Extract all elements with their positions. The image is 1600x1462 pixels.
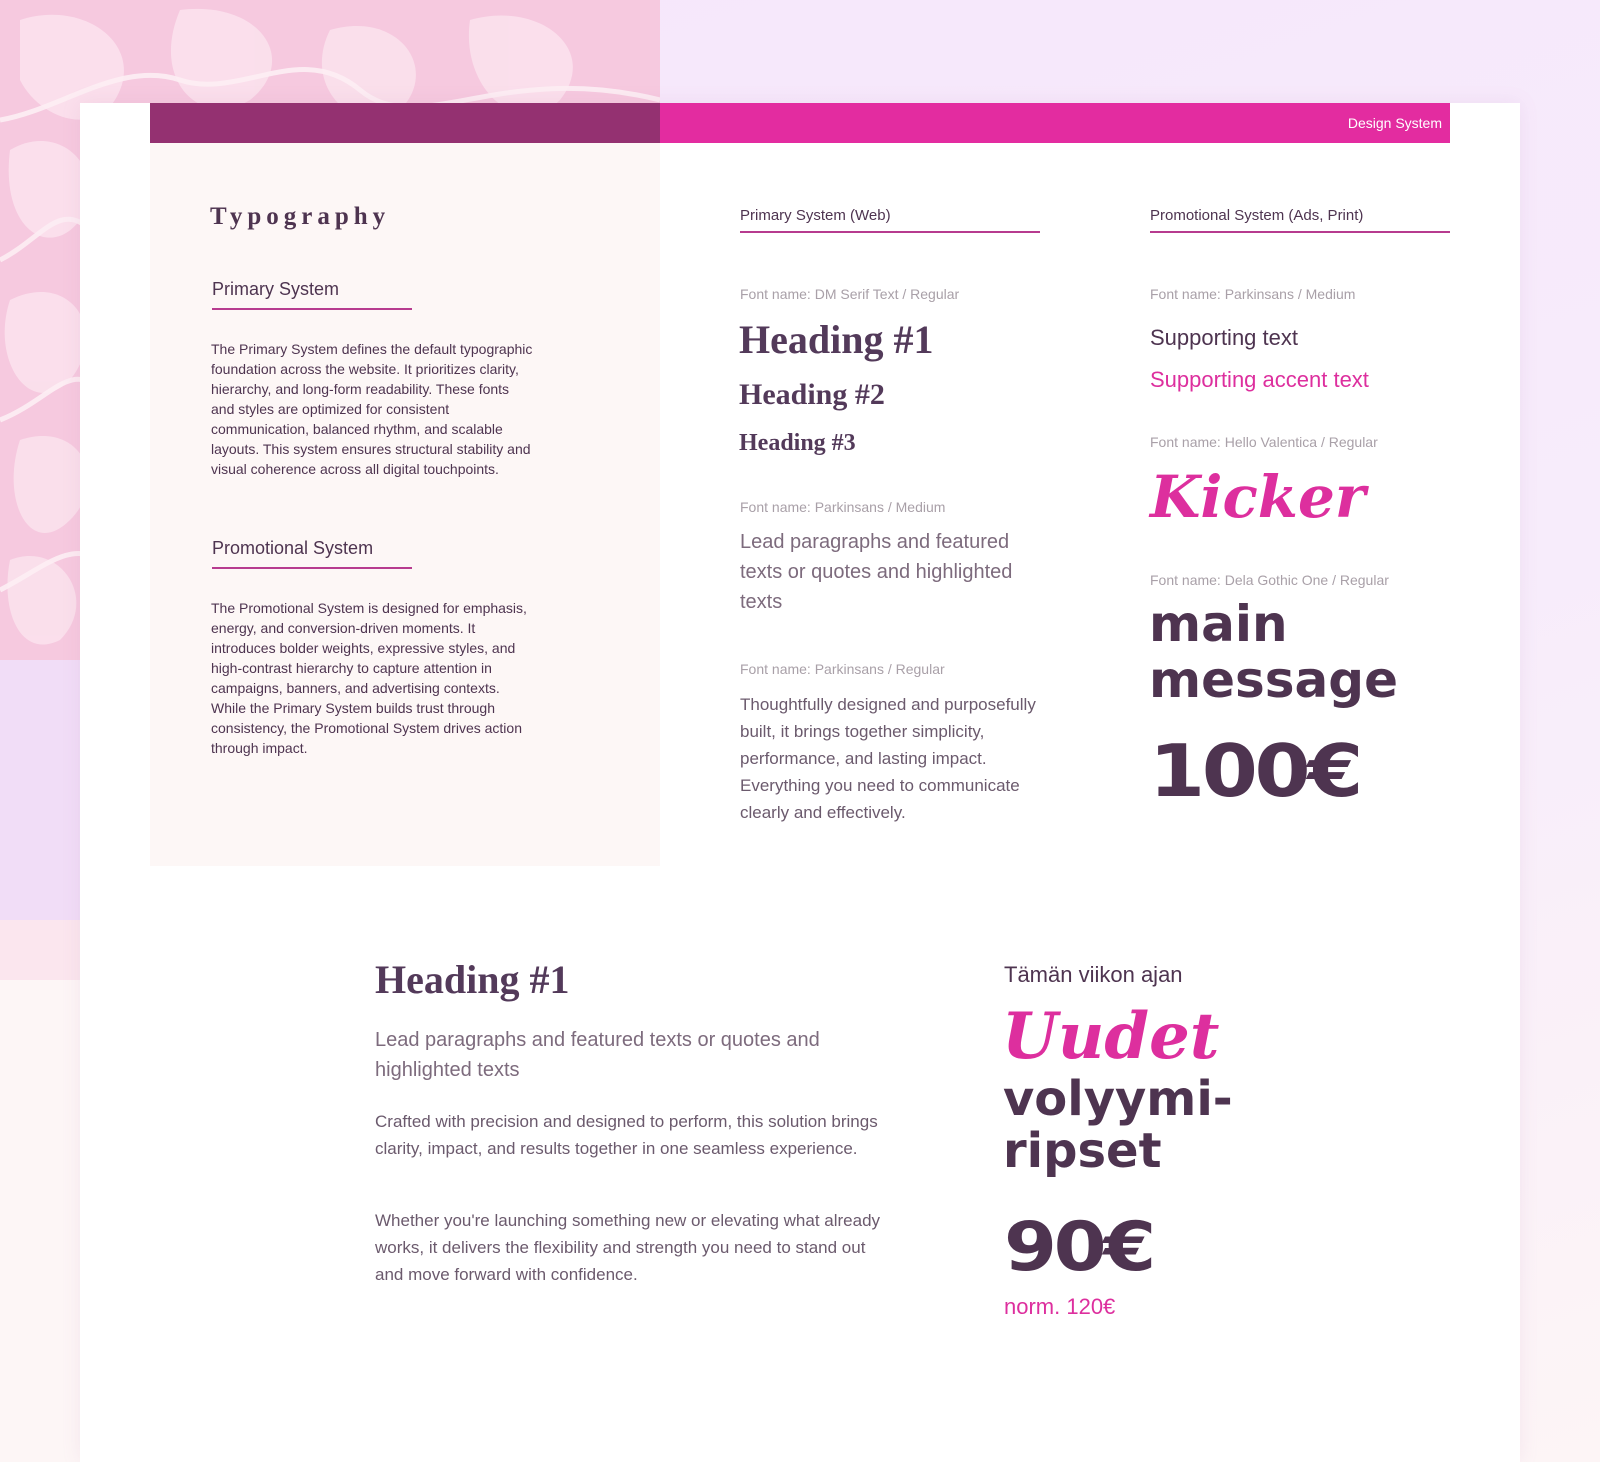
example-lead: Lead paragraphs and featured texts or quotes and highlighted texts	[375, 1029, 820, 1081]
ad-main-line-1: volyymi-	[1003, 1071, 1233, 1127]
font-label-medium: Font name: Parkinsans / Medium	[1150, 286, 1356, 302]
heading-2-sample: Heading #2	[739, 378, 885, 411]
body-text-sample: Thoughtfully designed and purposefully built, it brings together simplicity, performance, and lasting impact. Everything you need to communicate clearly and effectively.	[740, 695, 1036, 822]
background-band	[0, 920, 80, 980]
ad-normal-price: norm. 120€	[1004, 1294, 1116, 1319]
font-label-medium: Font name: Parkinsans / Medium	[740, 499, 946, 515]
web-column-heading: Primary System (Web)	[740, 207, 1040, 233]
background-band	[0, 660, 80, 920]
example-paragraph-2: Whether you're launching something new or elevating what already works, it delivers the flexibility and strength you need to stand out and move forward with confidence.	[375, 1211, 881, 1284]
price-sample: 100€	[1149, 729, 1360, 813]
ad-kicker: Uudet	[1002, 999, 1220, 1074]
header-bar-accent	[150, 103, 660, 143]
design-system-card	[80, 103, 1520, 1462]
heading-3-sample: Heading #3	[739, 430, 856, 456]
promo-column-heading: Promotional System (Ads, Print)	[1150, 207, 1450, 233]
heading-1-sample: Heading #1	[739, 317, 934, 362]
header-label: Design System	[1347, 115, 1442, 131]
example-paragraph-1: Crafted with precision and designed to perform, this solution brings clarity, impact, and results together in one seamless experience.	[375, 1112, 878, 1158]
font-label-script: Font name: Hello Valentica / Regular	[1150, 434, 1378, 450]
promotional-system-description: The Promotional System is designed for emphasis, energy, and conversion-driven moments. It introduces bolder weights, expressive styles, and high-contrast hierarchy to capture attention in campaigns, banners, and advertising contexts. While the Primary System builds trust through consistency, the Promotional System drives action through impact.	[211, 600, 527, 756]
font-label-display: Font name: Dela Gothic One / Regular	[1150, 572, 1389, 588]
primary-system-description: The Primary System defines the default typographic foundation across the website. It prioritizes clarity, hierarchy, and long-form readability. These fonts and styles are optimized for consistent communication, balanced rhythm, and scalable layouts. This system ensures structural stability and visual coherence across all digital touchpoints.	[211, 341, 533, 477]
supporting-accent-sample: Supporting accent text	[1150, 367, 1369, 392]
primary-system-heading: Primary System	[212, 279, 412, 310]
background-band	[0, 980, 80, 1462]
font-label-regular: Font name: Parkinsans / Regular	[740, 661, 945, 677]
ad-supporting-text: Tämän viikon ajan	[1004, 962, 1183, 987]
example-heading: Heading #1	[375, 957, 570, 1002]
font-label-serif: Font name: DM Serif Text / Regular	[740, 286, 960, 302]
main-message-line-2: message	[1149, 651, 1398, 709]
main-message-line-1: main	[1149, 595, 1288, 653]
ad-price: 90€	[1004, 1208, 1153, 1287]
typography-title: Typography	[210, 203, 391, 230]
supporting-text-sample: Supporting text	[1150, 325, 1298, 350]
kicker-sample: Kicker	[1150, 463, 1366, 531]
ad-main-line-2: ripset	[1003, 1123, 1162, 1179]
header-bar	[660, 103, 1450, 143]
promotional-system-heading: Promotional System	[212, 538, 412, 569]
lead-paragraph-sample: Lead paragraphs and featured texts or quotes and highlighted texts	[740, 531, 1013, 613]
